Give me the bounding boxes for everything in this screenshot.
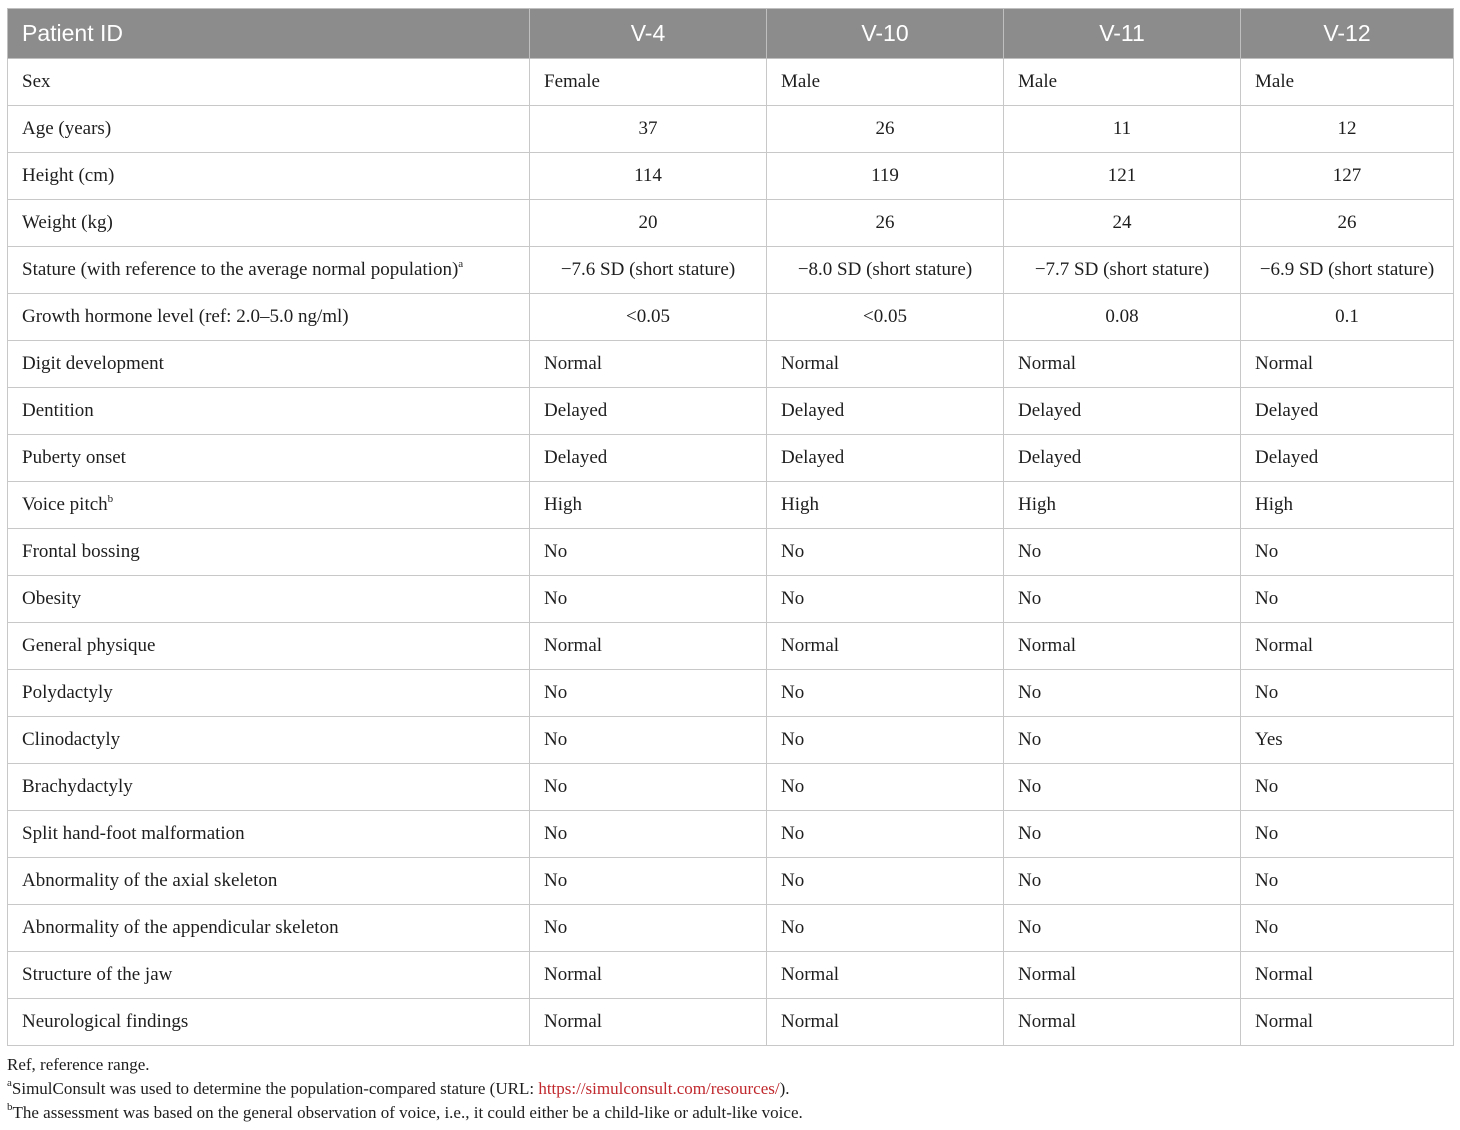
cell-value: No	[530, 905, 767, 952]
row-label-text: Weight (kg)	[22, 212, 113, 233]
cell-value: No	[1004, 529, 1241, 576]
table-row	[8, 482, 1454, 529]
cell-value: Normal	[530, 341, 767, 388]
cell-value: High	[530, 482, 767, 529]
footnote-a	[7, 1077, 803, 1101]
table-row	[8, 858, 1454, 905]
cell-value: No	[1241, 576, 1454, 623]
cell-value: High	[1241, 482, 1454, 529]
row-label	[8, 858, 530, 905]
row-label	[8, 764, 530, 811]
footnote-b-text: The assessment was based on the general observation of voice, i.e., it could either be a child-like or adult-like voice.	[12, 1103, 803, 1122]
cell-value: No	[767, 764, 1004, 811]
row-label	[8, 999, 530, 1046]
cell-value: Delayed	[767, 435, 1004, 482]
cell-value: High	[1004, 482, 1241, 529]
row-label-text: Neurological findings	[22, 1011, 189, 1032]
header-patient: V-10	[767, 9, 1004, 59]
cell-value: Normal	[530, 952, 767, 999]
table-row	[8, 576, 1454, 623]
table-row	[8, 247, 1454, 294]
cell-value: No	[530, 670, 767, 717]
row-label	[8, 623, 530, 670]
cell-value: Normal	[767, 999, 1004, 1046]
row-label-text: Growth hormone level (ref: 2.0–5.0 ng/ml)	[22, 306, 349, 327]
cell-value: No	[767, 529, 1004, 576]
cell-value: No	[1241, 905, 1454, 952]
table-row	[8, 388, 1454, 435]
cell-value: −6.9 SD (short stature)	[1241, 247, 1454, 294]
cell-value: No	[530, 764, 767, 811]
cell-value: Normal	[1004, 341, 1241, 388]
row-label	[8, 905, 530, 952]
row-label	[8, 576, 530, 623]
table-row	[8, 294, 1454, 341]
row-label-text: Age (years)	[22, 118, 112, 139]
row-label	[8, 59, 530, 106]
row-label	[8, 153, 530, 200]
footnote-marker: a	[458, 258, 464, 270]
row-label-text: Height (cm)	[22, 165, 115, 186]
table-row	[8, 999, 1454, 1046]
row-label	[8, 106, 530, 153]
cell-value: Delayed	[1241, 388, 1454, 435]
row-label-text: Sex	[22, 71, 51, 92]
footnote-a-text: SimulConsult was used to determine the population-compared stature (URL:	[11, 1079, 539, 1098]
cell-value: No	[1004, 858, 1241, 905]
cell-value: No	[1241, 811, 1454, 858]
header-patient: V-4	[530, 9, 767, 59]
header-patient: V-12	[1241, 9, 1454, 59]
row-label	[8, 388, 530, 435]
cell-value: No	[767, 858, 1004, 905]
table-row	[8, 764, 1454, 811]
table-row	[8, 905, 1454, 952]
cell-value: No	[1004, 764, 1241, 811]
cell-value: No	[1241, 764, 1454, 811]
cell-value: Delayed	[1004, 435, 1241, 482]
cell-value: No	[767, 717, 1004, 764]
table-container	[7, 8, 1453, 1046]
cell-value: −7.7 SD (short stature)	[1004, 247, 1241, 294]
row-label	[8, 670, 530, 717]
cell-value: 26	[767, 106, 1004, 153]
table-row	[8, 717, 1454, 764]
cell-value: Delayed	[1004, 388, 1241, 435]
table-row	[8, 153, 1454, 200]
header-patient-id: Patient ID	[8, 9, 530, 59]
cell-value: Normal	[1241, 952, 1454, 999]
cell-value: Normal	[1004, 623, 1241, 670]
footnote-b	[7, 1101, 803, 1125]
table-row	[8, 200, 1454, 247]
cell-value: Male	[767, 59, 1004, 106]
cell-value: No	[530, 858, 767, 905]
cell-value: Female	[530, 59, 767, 106]
cell-value: No	[1004, 811, 1241, 858]
cell-value: 12	[1241, 106, 1454, 153]
cell-value: No	[1004, 576, 1241, 623]
cell-value: 24	[1004, 200, 1241, 247]
cell-value: No	[767, 811, 1004, 858]
row-label-text: Frontal bossing	[22, 541, 140, 562]
cell-value: Delayed	[530, 388, 767, 435]
cell-value: Normal	[1004, 952, 1241, 999]
table-row	[8, 670, 1454, 717]
cell-value: 0.1	[1241, 294, 1454, 341]
cell-value: 26	[767, 200, 1004, 247]
cell-value: 127	[1241, 153, 1454, 200]
row-label	[8, 341, 530, 388]
footnote-a-marker: a	[7, 1077, 12, 1089]
row-label	[8, 482, 530, 529]
table-row	[8, 59, 1454, 106]
cell-value: Male	[1241, 59, 1454, 106]
patient-table	[7, 8, 1454, 1046]
row-label-text: Voice pitch	[22, 494, 108, 515]
table-body	[8, 59, 1454, 1046]
footnote-b-marker: b	[7, 1101, 13, 1113]
cell-value: No	[767, 670, 1004, 717]
cell-value: Male	[1004, 59, 1241, 106]
table-row	[8, 435, 1454, 482]
cell-value: Normal	[1241, 999, 1454, 1046]
footnotes	[7, 1053, 803, 1125]
cell-value: −8.0 SD (short stature)	[767, 247, 1004, 294]
row-label-text: Clinodactyly	[22, 729, 121, 750]
cell-value: 20	[530, 200, 767, 247]
footnote-a-end: ).	[779, 1079, 790, 1098]
cell-value: High	[767, 482, 1004, 529]
cell-value: 114	[530, 153, 767, 200]
row-label-text: Abnormality of the appendicular skeleton	[22, 917, 339, 938]
simulconsult-link[interactable]: https://simulconsult.com/resources/	[538, 1079, 780, 1098]
row-label-text: Puberty onset	[22, 447, 126, 468]
cell-value: Normal	[530, 623, 767, 670]
cell-value: No	[1004, 670, 1241, 717]
table-row	[8, 623, 1454, 670]
cell-value: −7.6 SD (short stature)	[530, 247, 767, 294]
cell-value: No	[1241, 529, 1454, 576]
cell-value: Normal	[530, 999, 767, 1046]
cell-value: 37	[530, 106, 767, 153]
row-label	[8, 529, 530, 576]
cell-value: 121	[1004, 153, 1241, 200]
cell-value: Yes	[1241, 717, 1454, 764]
row-label-text: General physique	[22, 635, 156, 656]
header-patient: V-11	[1004, 9, 1241, 59]
cell-value: Normal	[1004, 999, 1241, 1046]
cell-value: 119	[767, 153, 1004, 200]
cell-value: No	[767, 576, 1004, 623]
cell-value: Delayed	[767, 388, 1004, 435]
cell-value: 26	[1241, 200, 1454, 247]
cell-value: Delayed	[530, 435, 767, 482]
row-label	[8, 435, 530, 482]
row-label-text: Abnormality of the axial skeleton	[22, 870, 278, 891]
row-label-text: Digit development	[22, 353, 164, 374]
cell-value: No	[530, 529, 767, 576]
footnote-marker: b	[107, 493, 114, 505]
row-label	[8, 294, 530, 341]
header-row	[8, 9, 1454, 59]
row-label	[8, 247, 530, 294]
cell-value: No	[1004, 905, 1241, 952]
table-row	[8, 811, 1454, 858]
cell-value: Normal	[1241, 341, 1454, 388]
footnote-ref: Ref, reference range.	[7, 1055, 150, 1074]
cell-value: No	[1241, 858, 1454, 905]
table-row	[8, 106, 1454, 153]
cell-value: No	[530, 811, 767, 858]
cell-value: 11	[1004, 106, 1241, 153]
row-label-text: Stature (with reference to the average normal population)	[22, 259, 459, 280]
row-label-text: Polydactyly	[22, 682, 113, 703]
cell-value: No	[530, 717, 767, 764]
cell-value: No	[767, 905, 1004, 952]
cell-value: 0.08	[1004, 294, 1241, 341]
cell-value: <0.05	[530, 294, 767, 341]
cell-value: Normal	[1241, 623, 1454, 670]
cell-value: <0.05	[767, 294, 1004, 341]
table-row	[8, 529, 1454, 576]
cell-value: No	[1004, 717, 1241, 764]
row-label	[8, 952, 530, 999]
row-label	[8, 811, 530, 858]
row-label-text: Brachydactyly	[22, 776, 133, 797]
table-row	[8, 952, 1454, 999]
row-label	[8, 717, 530, 764]
row-label-text: Split hand-foot malformation	[22, 823, 245, 844]
table-row	[8, 341, 1454, 388]
row-label-text: Dentition	[22, 400, 94, 421]
row-label-text: Obesity	[22, 588, 82, 609]
cell-value: Normal	[767, 952, 1004, 999]
cell-value: No	[1241, 670, 1454, 717]
cell-value: No	[530, 576, 767, 623]
cell-value: Delayed	[1241, 435, 1454, 482]
cell-value: Normal	[767, 623, 1004, 670]
cell-value: Normal	[767, 341, 1004, 388]
row-label	[8, 200, 530, 247]
row-label-text: Structure of the jaw	[22, 964, 173, 985]
